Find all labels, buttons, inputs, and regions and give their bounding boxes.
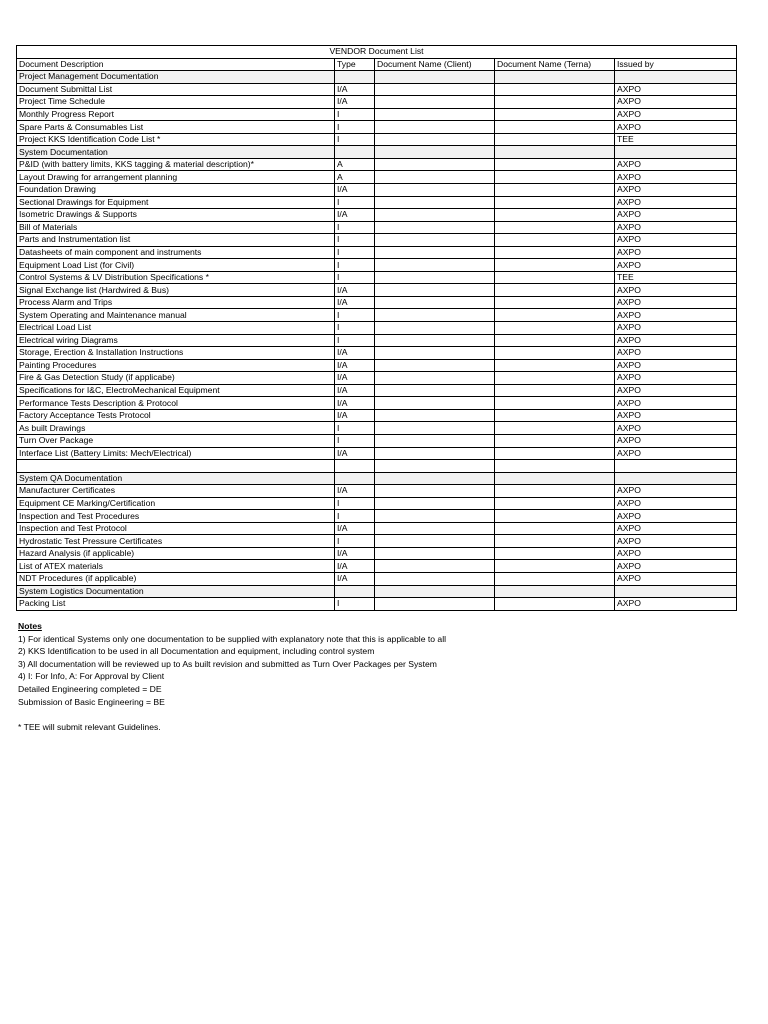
cell-document-name-terna xyxy=(495,560,615,573)
cell-type: I/A xyxy=(335,347,375,360)
cell-document-name-client xyxy=(375,560,495,573)
cell-document-name-terna xyxy=(495,334,615,347)
cell-issued-by: AXPO xyxy=(615,83,737,96)
cell-type: I xyxy=(335,196,375,209)
cell-type: I xyxy=(335,535,375,548)
notes-block xyxy=(18,620,446,733)
cell-description: Painting Procedures xyxy=(17,359,335,372)
cell-issued-by xyxy=(615,472,737,485)
cell-description: Manufacturer Certificates xyxy=(17,485,335,498)
table-row xyxy=(17,334,737,347)
note-line: Submission of Basic Engineering = BE xyxy=(18,696,165,707)
cell-type: I xyxy=(335,434,375,447)
cell-issued-by: AXPO xyxy=(615,171,737,184)
cell-type xyxy=(335,146,375,159)
cell-description xyxy=(17,460,335,473)
table-row xyxy=(17,397,737,410)
cell-issued-by: AXPO xyxy=(615,259,737,272)
cell-type: I xyxy=(335,510,375,523)
cell-description: As built Drawings xyxy=(17,422,335,435)
cell-type: I/A xyxy=(335,384,375,397)
table-row xyxy=(17,271,737,284)
cell-description: Foundation Drawing xyxy=(17,184,335,197)
cell-document-name-terna xyxy=(495,472,615,485)
table-row xyxy=(17,434,737,447)
table-row xyxy=(17,184,737,197)
cell-document-name-client xyxy=(375,522,495,535)
cell-document-name-client xyxy=(375,347,495,360)
cell-document-name-terna xyxy=(495,146,615,159)
cell-issued-by: AXPO xyxy=(615,485,737,498)
cell-type: I xyxy=(335,246,375,259)
cell-document-name-client xyxy=(375,184,495,197)
cell-document-name-terna xyxy=(495,121,615,134)
cell-document-name-terna xyxy=(495,372,615,385)
table-row xyxy=(17,171,737,184)
cell-document-name-terna xyxy=(495,133,615,146)
cell-description: System Operating and Maintenance manual xyxy=(17,309,335,322)
cell-issued-by: AXPO xyxy=(615,384,737,397)
cell-description: Signal Exchange list (Hardwired & Bus) xyxy=(17,284,335,297)
cell-description: Parts and Instrumentation list xyxy=(17,234,335,247)
cell-type: A xyxy=(335,158,375,171)
cell-description: Project Management Documentation xyxy=(17,71,335,84)
cell-document-name-client xyxy=(375,535,495,548)
cell-type: I xyxy=(335,322,375,335)
header-issued-by: Issued by xyxy=(615,58,737,71)
cell-document-name-terna xyxy=(495,598,615,611)
cell-document-name-client xyxy=(375,422,495,435)
cell-description: Performance Tests Description & Protocol xyxy=(17,397,335,410)
section-header-row xyxy=(17,472,737,485)
cell-document-name-terna xyxy=(495,246,615,259)
cell-document-name-terna xyxy=(495,447,615,460)
cell-type: A xyxy=(335,171,375,184)
cell-document-name-client xyxy=(375,322,495,335)
cell-document-name-client xyxy=(375,460,495,473)
cell-document-name-terna xyxy=(495,485,615,498)
cell-issued-by: AXPO xyxy=(615,347,737,360)
cell-document-name-terna xyxy=(495,384,615,397)
cell-issued-by: AXPO xyxy=(615,434,737,447)
cell-issued-by: AXPO xyxy=(615,522,737,535)
cell-type: I xyxy=(335,309,375,322)
cell-issued-by: TEE xyxy=(615,133,737,146)
cell-document-name-client xyxy=(375,171,495,184)
table-row xyxy=(17,347,737,360)
cell-document-name-client xyxy=(375,246,495,259)
table-row xyxy=(17,510,737,523)
cell-document-name-terna xyxy=(495,322,615,335)
cell-issued-by: AXPO xyxy=(615,547,737,560)
header-document-description: Document Description xyxy=(17,58,335,71)
table-row xyxy=(17,133,737,146)
table-row xyxy=(17,309,737,322)
table-row xyxy=(17,497,737,510)
table-row xyxy=(17,598,737,611)
cell-document-name-client xyxy=(375,397,495,410)
cell-issued-by: AXPO xyxy=(615,409,737,422)
cell-description: Equipment CE Marking/Certification xyxy=(17,497,335,510)
cell-issued-by: AXPO xyxy=(615,121,737,134)
table-row xyxy=(17,158,737,171)
cell-issued-by: AXPO xyxy=(615,510,737,523)
cell-issued-by: AXPO xyxy=(615,284,737,297)
vendor-document-table xyxy=(16,45,737,611)
table-title-row xyxy=(17,46,737,59)
cell-type: I/A xyxy=(335,372,375,385)
cell-type: I/A xyxy=(335,296,375,309)
cell-document-name-terna xyxy=(495,422,615,435)
cell-document-name-terna xyxy=(495,359,615,372)
cell-issued-by: AXPO xyxy=(615,422,737,435)
table-row xyxy=(17,322,737,335)
cell-issued-by: AXPO xyxy=(615,334,737,347)
notes-heading: Notes xyxy=(18,621,42,631)
cell-type xyxy=(335,460,375,473)
note-line: Detailed Engineering completed = DE xyxy=(18,683,162,694)
table-row xyxy=(17,234,737,247)
cell-issued-by: AXPO xyxy=(615,397,737,410)
cell-document-name-client xyxy=(375,271,495,284)
cell-document-name-client xyxy=(375,447,495,460)
cell-document-name-client xyxy=(375,572,495,585)
header-document-name-client: Document Name (Client) xyxy=(375,58,495,71)
cell-description: Equipment Load List (for Civil) xyxy=(17,259,335,272)
cell-document-name-client xyxy=(375,234,495,247)
cell-issued-by: AXPO xyxy=(615,296,737,309)
cell-type: I xyxy=(335,108,375,121)
cell-type: I xyxy=(335,271,375,284)
cell-document-name-client xyxy=(375,296,495,309)
cell-issued-by: AXPO xyxy=(615,184,737,197)
cell-issued-by: AXPO xyxy=(615,598,737,611)
table-row xyxy=(17,359,737,372)
cell-type: I/A xyxy=(335,184,375,197)
cell-issued-by: AXPO xyxy=(615,96,737,109)
cell-issued-by: AXPO xyxy=(615,560,737,573)
cell-document-name-client xyxy=(375,372,495,385)
cell-document-name-client xyxy=(375,547,495,560)
cell-document-name-client xyxy=(375,585,495,598)
cell-document-name-terna xyxy=(495,158,615,171)
cell-document-name-client xyxy=(375,472,495,485)
cell-document-name-terna xyxy=(495,83,615,96)
cell-type: I/A xyxy=(335,447,375,460)
cell-type: I xyxy=(335,598,375,611)
cell-issued-by: AXPO xyxy=(615,158,737,171)
section-header-row xyxy=(17,71,737,84)
cell-document-name-terna xyxy=(495,434,615,447)
cell-description: Hydrostatic Test Pressure Certificates xyxy=(17,535,335,548)
table-row xyxy=(17,572,737,585)
cell-description: Electrical Load List xyxy=(17,322,335,335)
cell-document-name-client xyxy=(375,121,495,134)
cell-document-name-terna xyxy=(495,284,615,297)
cell-type: I xyxy=(335,259,375,272)
note-line: 4) I: For Info, A: For Approval by Client xyxy=(18,671,165,682)
cell-type: I xyxy=(335,422,375,435)
cell-description: Interface List (Battery Limits: Mech/Electrical) xyxy=(17,447,335,460)
notes-spacer xyxy=(18,708,446,721)
cell-issued-by: AXPO xyxy=(615,572,737,585)
cell-type: I/A xyxy=(335,359,375,372)
cell-document-name-client xyxy=(375,334,495,347)
cell-type: I/A xyxy=(335,209,375,222)
cell-document-name-terna xyxy=(495,271,615,284)
cell-description: Bill of Materials xyxy=(17,221,335,234)
cell-issued-by xyxy=(615,71,737,84)
cell-description: Project KKS Identification Code List * xyxy=(17,133,335,146)
cell-document-name-terna xyxy=(495,259,615,272)
cell-description: Packing List xyxy=(17,598,335,611)
cell-document-name-terna xyxy=(495,108,615,121)
cell-document-name-client xyxy=(375,510,495,523)
table-row xyxy=(17,296,737,309)
cell-document-name-terna xyxy=(495,171,615,184)
cell-issued-by: AXPO xyxy=(615,447,737,460)
cell-document-name-terna xyxy=(495,572,615,585)
cell-issued-by xyxy=(615,585,737,598)
cell-type: I/A xyxy=(335,409,375,422)
cell-issued-by: AXPO xyxy=(615,322,737,335)
table-row xyxy=(17,485,737,498)
cell-issued-by: AXPO xyxy=(615,372,737,385)
table-row xyxy=(17,560,737,573)
cell-document-name-terna xyxy=(495,510,615,523)
table-row xyxy=(17,209,737,222)
cell-issued-by: AXPO xyxy=(615,209,737,222)
cell-description: System Logistics Documentation xyxy=(17,585,335,598)
cell-document-name-terna xyxy=(495,309,615,322)
table-row xyxy=(17,409,737,422)
table-row xyxy=(17,196,737,209)
cell-issued-by: AXPO xyxy=(615,497,737,510)
cell-document-name-client xyxy=(375,309,495,322)
cell-description: Inspection and Test Protocol xyxy=(17,522,335,535)
cell-description: Document Submittal List xyxy=(17,83,335,96)
cell-description: P&ID (with battery limits, KKS tagging & material description)* xyxy=(17,158,335,171)
note-line: 1) For identical Systems only one documentation to be supplied with explanatory note that this is applicable to all xyxy=(18,633,447,644)
cell-type: I/A xyxy=(335,96,375,109)
section-header-row xyxy=(17,585,737,598)
cell-type: I xyxy=(335,497,375,510)
cell-type xyxy=(335,472,375,485)
cell-document-name-client xyxy=(375,434,495,447)
cell-document-name-client xyxy=(375,146,495,159)
cell-document-name-client xyxy=(375,485,495,498)
cell-description: Datasheets of main component and instruments xyxy=(17,246,335,259)
cell-document-name-terna xyxy=(495,96,615,109)
cell-type: I/A xyxy=(335,572,375,585)
cell-issued-by: AXPO xyxy=(615,359,737,372)
table-row xyxy=(17,284,737,297)
footnote: * TEE will submit relevant Guidelines. xyxy=(18,721,161,732)
table-row xyxy=(17,447,737,460)
cell-document-name-client xyxy=(375,96,495,109)
cell-description: Spare Parts & Consumables List xyxy=(17,121,335,134)
table-row xyxy=(17,372,737,385)
table-row xyxy=(17,535,737,548)
header-type: Type xyxy=(335,58,375,71)
blank-row xyxy=(17,460,737,473)
cell-issued-by: AXPO xyxy=(615,196,737,209)
cell-document-name-client xyxy=(375,598,495,611)
table-title: VENDOR Document List xyxy=(17,46,737,59)
cell-document-name-terna xyxy=(495,522,615,535)
cell-document-name-terna xyxy=(495,409,615,422)
cell-document-name-client xyxy=(375,158,495,171)
cell-type: I xyxy=(335,121,375,134)
cell-description: Turn Over Package xyxy=(17,434,335,447)
cell-document-name-terna xyxy=(495,397,615,410)
cell-document-name-terna xyxy=(495,497,615,510)
cell-description: System Documentation xyxy=(17,146,335,159)
table-row xyxy=(17,422,737,435)
cell-type: I xyxy=(335,221,375,234)
cell-issued-by: AXPO xyxy=(615,234,737,247)
cell-document-name-client xyxy=(375,83,495,96)
cell-description: Layout Drawing for arrangement planning xyxy=(17,171,335,184)
cell-document-name-terna xyxy=(495,585,615,598)
cell-type: I xyxy=(335,334,375,347)
table-row xyxy=(17,547,737,560)
cell-description: Isometric Drawings & Supports xyxy=(17,209,335,222)
cell-type: I xyxy=(335,133,375,146)
cell-document-name-client xyxy=(375,108,495,121)
table-row xyxy=(17,384,737,397)
cell-description: Fire & Gas Detection Study (if applicabe) xyxy=(17,372,335,385)
cell-issued-by: TEE xyxy=(615,271,737,284)
cell-issued-by: AXPO xyxy=(615,221,737,234)
cell-issued-by: AXPO xyxy=(615,309,737,322)
cell-document-name-terna xyxy=(495,209,615,222)
cell-document-name-client xyxy=(375,284,495,297)
cell-issued-by xyxy=(615,146,737,159)
cell-document-name-terna xyxy=(495,221,615,234)
section-header-row xyxy=(17,146,737,159)
cell-description: System QA Documentation xyxy=(17,472,335,485)
cell-type: I/A xyxy=(335,547,375,560)
cell-document-name-terna xyxy=(495,535,615,548)
cell-description: Electrical wiring Diagrams xyxy=(17,334,335,347)
table-row xyxy=(17,108,737,121)
table-row xyxy=(17,221,737,234)
table-row xyxy=(17,83,737,96)
table-row xyxy=(17,96,737,109)
cell-document-name-client xyxy=(375,209,495,222)
cell-description: Sectional Drawings for Equipment xyxy=(17,196,335,209)
cell-type: I/A xyxy=(335,522,375,535)
cell-description: Monthly Progress Report xyxy=(17,108,335,121)
table-row xyxy=(17,522,737,535)
cell-description: Control Systems & LV Distribution Specifications * xyxy=(17,271,335,284)
cell-document-name-terna xyxy=(495,547,615,560)
cell-description: Hazard Analysis (if applicable) xyxy=(17,547,335,560)
cell-document-name-client xyxy=(375,359,495,372)
cell-type: I/A xyxy=(335,485,375,498)
note-line: 2) KKS Identification to be used in all Documentation and equipment, including control system xyxy=(18,646,375,657)
cell-document-name-terna xyxy=(495,460,615,473)
cell-document-name-client xyxy=(375,196,495,209)
table-header-row xyxy=(17,58,737,71)
note-line: 3) All documentation will be reviewed up to As built revision and submitted as Turn Over Packages per System xyxy=(18,658,437,669)
cell-document-name-terna xyxy=(495,71,615,84)
cell-document-name-client xyxy=(375,221,495,234)
cell-type: I/A xyxy=(335,560,375,573)
cell-description: Project Time Schedule xyxy=(17,96,335,109)
cell-type xyxy=(335,71,375,84)
cell-document-name-client xyxy=(375,133,495,146)
cell-document-name-client xyxy=(375,497,495,510)
cell-description: Storage, Erection & Installation Instructions xyxy=(17,347,335,360)
cell-document-name-terna xyxy=(495,296,615,309)
cell-document-name-terna xyxy=(495,234,615,247)
table-row xyxy=(17,259,737,272)
cell-description: Inspection and Test Procedures xyxy=(17,510,335,523)
table-row xyxy=(17,246,737,259)
cell-document-name-client xyxy=(375,384,495,397)
cell-type: I/A xyxy=(335,83,375,96)
cell-type: I/A xyxy=(335,284,375,297)
cell-description: Specifications for I&C, ElectroMechanical Equipment xyxy=(17,384,335,397)
table-row xyxy=(17,121,737,134)
cell-description: Factory Acceptance Tests Protocol xyxy=(17,409,335,422)
cell-type xyxy=(335,585,375,598)
cell-type: I/A xyxy=(335,397,375,410)
cell-issued-by: AXPO xyxy=(615,535,737,548)
cell-document-name-client xyxy=(375,259,495,272)
cell-description: List of ATEX materials xyxy=(17,560,335,573)
cell-document-name-terna xyxy=(495,347,615,360)
header-document-name-terna: Document Name (Terna) xyxy=(495,58,615,71)
cell-document-name-terna xyxy=(495,184,615,197)
cell-issued-by xyxy=(615,460,737,473)
cell-description: Process Alarm and Trips xyxy=(17,296,335,309)
cell-document-name-client xyxy=(375,71,495,84)
cell-description: NDT Procedures (if applicable) xyxy=(17,572,335,585)
cell-document-name-terna xyxy=(495,196,615,209)
cell-document-name-client xyxy=(375,409,495,422)
cell-issued-by: AXPO xyxy=(615,108,737,121)
cell-type: I xyxy=(335,234,375,247)
cell-issued-by: AXPO xyxy=(615,246,737,259)
